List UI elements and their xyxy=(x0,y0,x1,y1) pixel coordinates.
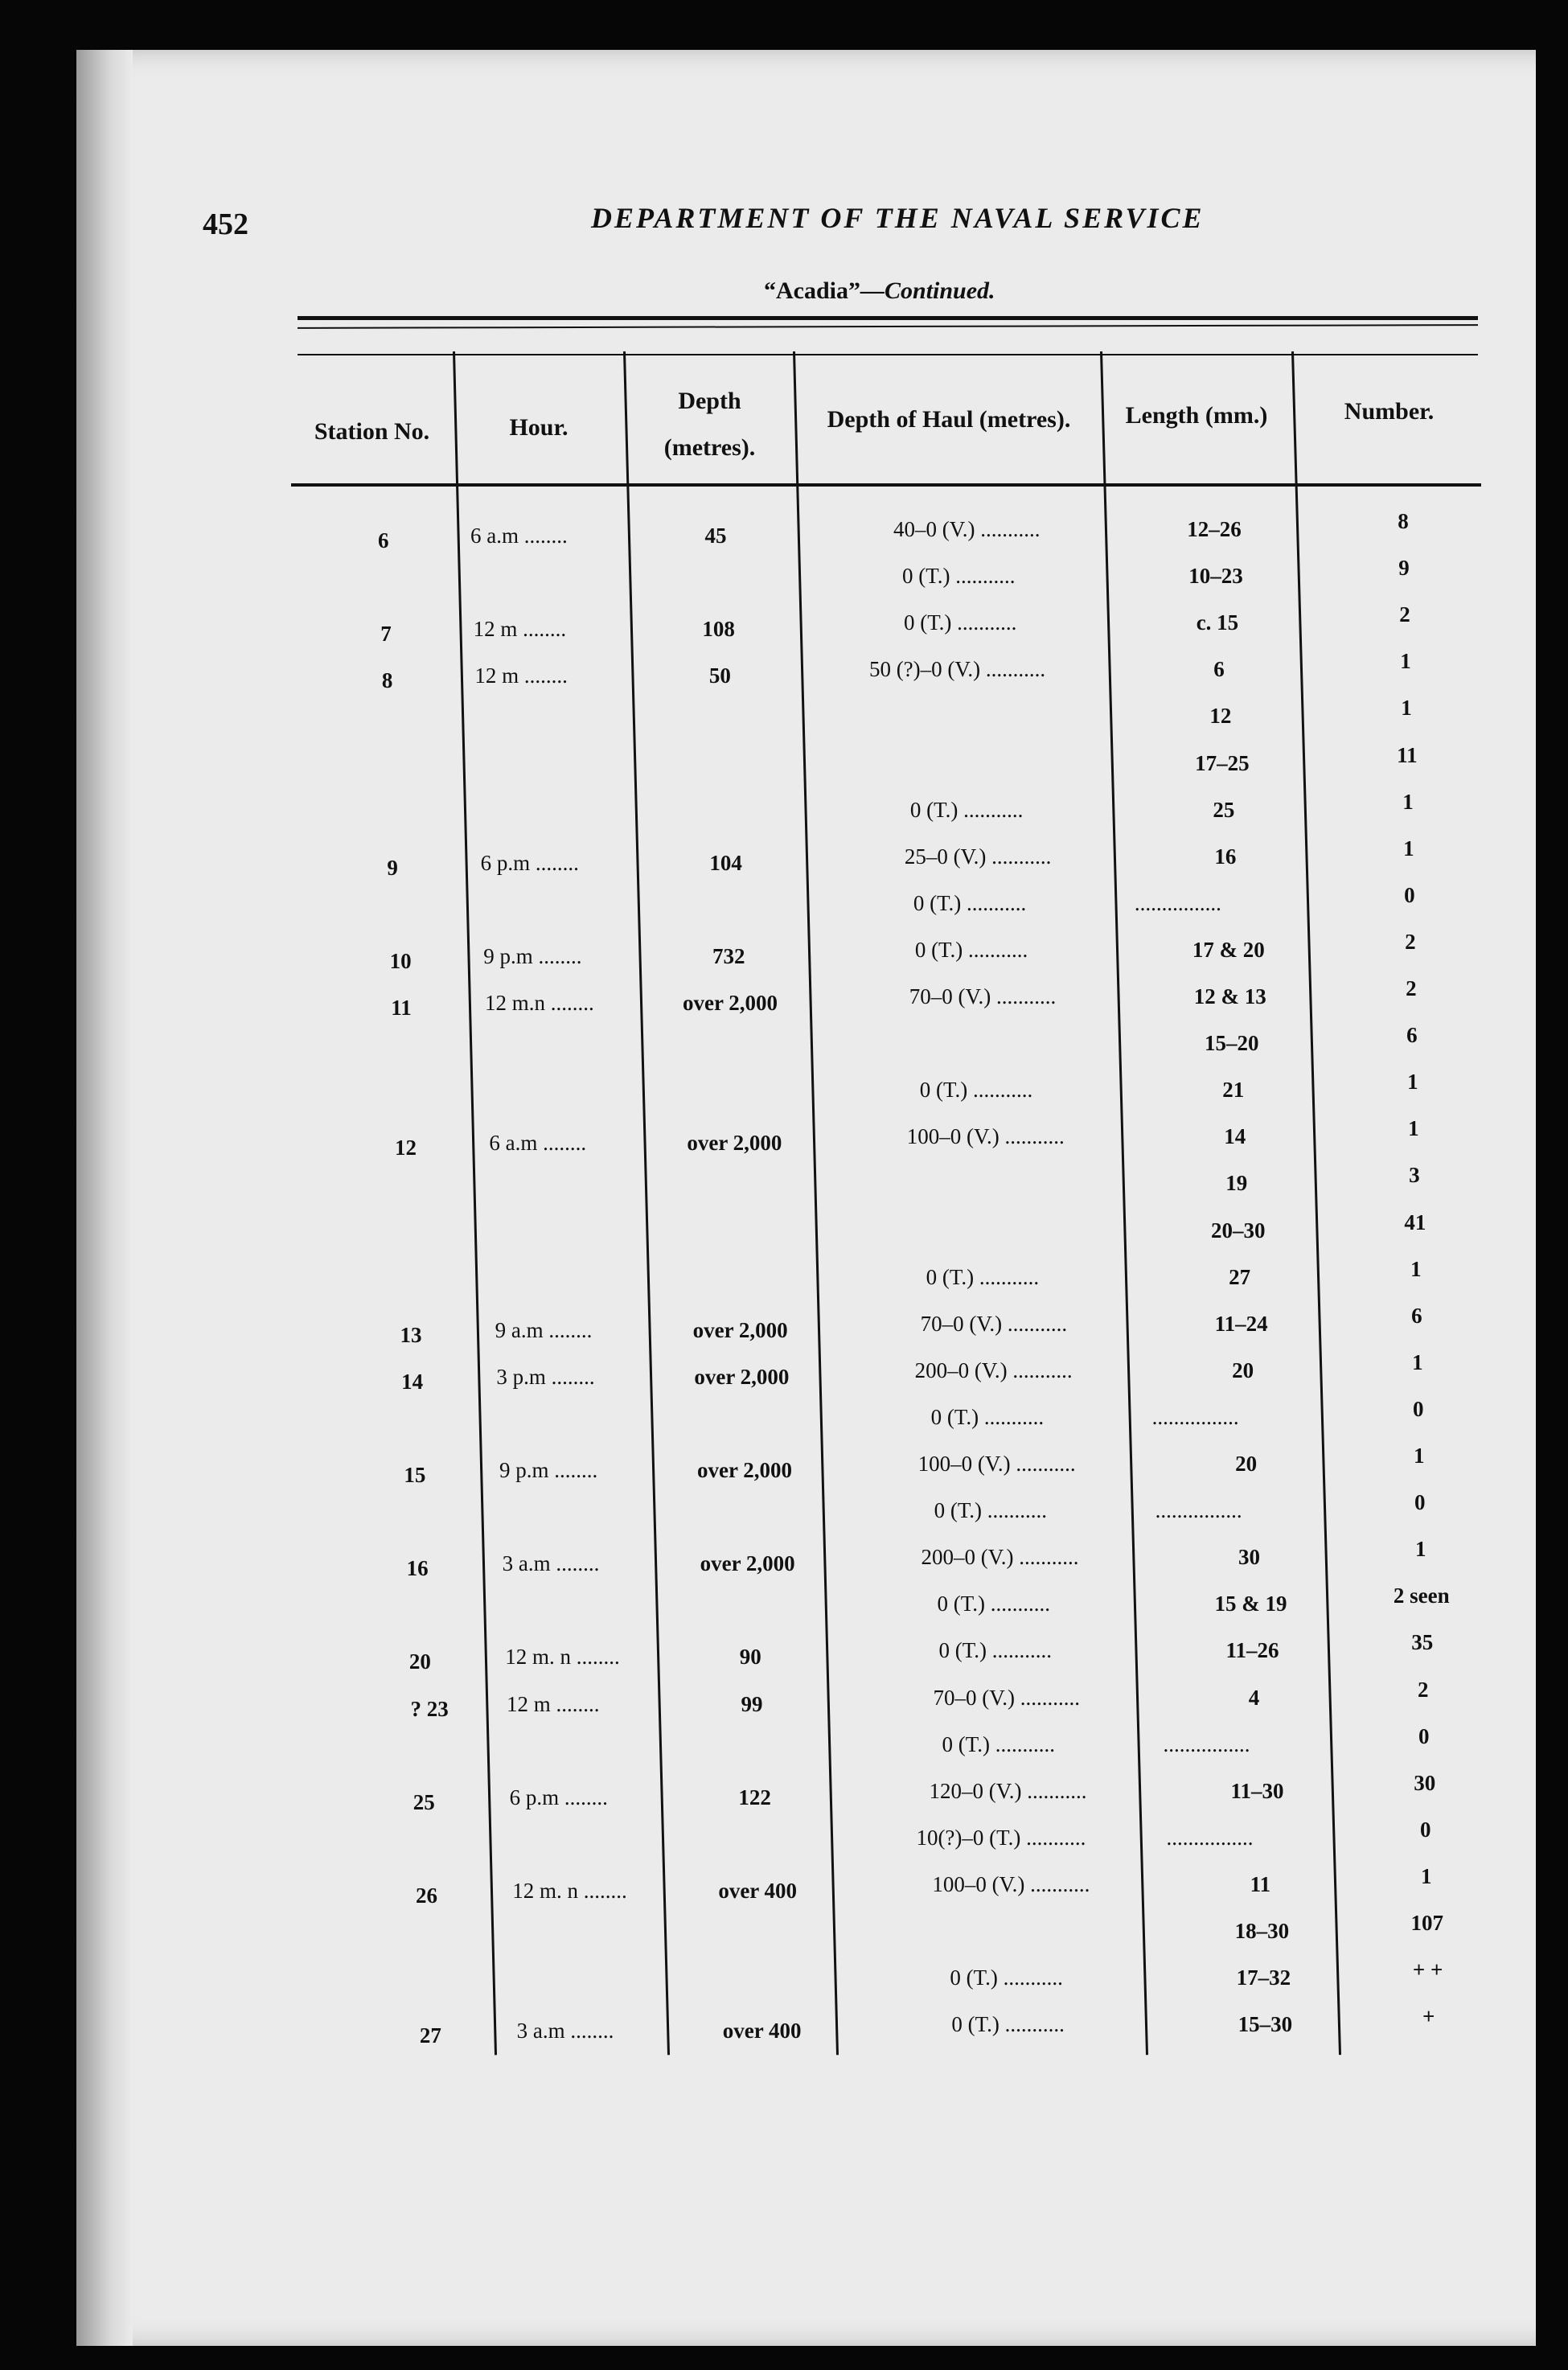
station-no: 12 xyxy=(395,1136,417,1160)
depth-of-haul: 40–0 (V.) ........... xyxy=(893,517,1041,541)
length-mm: 15–30 xyxy=(1238,2012,1293,2037)
hour: 6 a.m ........ xyxy=(489,1131,587,1156)
table-top-rule-thin xyxy=(298,324,1478,329)
depth-of-haul: 100–0 (V.) ........... xyxy=(932,1871,1090,1896)
length-mm: 17–32 xyxy=(1236,1965,1291,1990)
number: 1 xyxy=(1412,1349,1423,1374)
length-mm: 14 xyxy=(1224,1124,1246,1149)
depth-of-haul: 0 (T.) ........... xyxy=(909,797,1024,822)
table-top-rule xyxy=(298,316,1478,320)
hour: 12 m.n ........ xyxy=(485,991,594,1015)
depth: over 2,000 xyxy=(694,1364,790,1389)
length-mm: 12 xyxy=(1209,704,1232,729)
length-mm: c. 15 xyxy=(1196,610,1239,635)
depth-of-haul: 70–0 (V.) ........... xyxy=(933,1685,1081,1710)
depth-of-haul: 0 (T.) ........... xyxy=(938,1638,1052,1663)
length-mm: 10–23 xyxy=(1188,564,1243,589)
number: 3 xyxy=(1409,1163,1420,1188)
hour: 3 a.m ........ xyxy=(502,1551,600,1576)
depth-of-haul: 0 (T.) ........... xyxy=(926,1264,1040,1289)
number: 1 xyxy=(1414,1444,1425,1468)
length-mm: 20 xyxy=(1232,1358,1254,1382)
number: 8 xyxy=(1398,509,1409,533)
depth: over 2,000 xyxy=(687,1131,782,1156)
depth-of-haul: 0 (T.) ........... xyxy=(937,1592,1051,1616)
length-mm: 12–26 xyxy=(1187,517,1242,541)
depth-of-haul: 0 (T.) ........... xyxy=(930,1404,1045,1429)
number: 1 xyxy=(1407,1070,1418,1095)
hour: 6 p.m ........ xyxy=(480,850,579,875)
depth: over 400 xyxy=(722,2019,802,2043)
depth-of-haul: 10(?)–0 (T.) ........... xyxy=(916,1825,1086,1850)
column-header-depth-line2: (metres). xyxy=(663,434,756,461)
number: 1 xyxy=(1400,649,1411,674)
depth-of-haul: 100–0 (V.) ........... xyxy=(906,1124,1065,1149)
station-no: 14 xyxy=(401,1369,424,1394)
number: 2 xyxy=(1399,602,1410,627)
length-mm: ................ xyxy=(1155,1498,1242,1523)
number: + + xyxy=(1412,1957,1443,1982)
number: 11 xyxy=(1397,742,1418,767)
column-header-hour: Hour. xyxy=(509,414,569,441)
depth-of-haul: 50 (?)–0 (V.) ........... xyxy=(868,657,1046,682)
depth-of-haul: 70–0 (V.) ........... xyxy=(909,984,1057,1008)
length-mm: 11–30 xyxy=(1230,1778,1284,1803)
depth: 108 xyxy=(702,617,735,642)
number: 107 xyxy=(1410,1911,1443,1935)
depth: 50 xyxy=(708,663,731,688)
length-mm: 17 & 20 xyxy=(1192,937,1265,962)
number: 2 xyxy=(1406,976,1417,1000)
column-header-station: Station No. xyxy=(314,418,430,445)
hour: 3 p.m ........ xyxy=(496,1364,595,1389)
length-mm: 17–25 xyxy=(1195,750,1250,775)
hour: 9 p.m ........ xyxy=(499,1458,598,1482)
station-no: 25 xyxy=(413,1789,435,1814)
column-divider xyxy=(623,351,670,2055)
number: 1 xyxy=(1401,696,1412,721)
length-mm: ................ xyxy=(1166,1825,1254,1850)
hour: 12 m ........ xyxy=(474,663,568,688)
depth-of-haul: 0 (T.) ........... xyxy=(950,1965,1063,1990)
number: 30 xyxy=(1414,1770,1436,1795)
length-mm: ................ xyxy=(1151,1404,1239,1429)
hour: 9 a.m ........ xyxy=(495,1317,593,1342)
number: 1 xyxy=(1408,1116,1419,1141)
number: 0 xyxy=(1404,882,1415,907)
page-number: 452 xyxy=(203,207,248,241)
station-no: 26 xyxy=(415,1883,437,1908)
depth-of-haul: 0 (T.) ........... xyxy=(942,1731,1055,1756)
length-mm: 11–24 xyxy=(1214,1311,1268,1336)
depth: over 2,000 xyxy=(700,1551,795,1576)
depth-of-haul: 0 (T.) ........... xyxy=(914,937,1028,962)
station-no: 10 xyxy=(389,948,412,973)
subhead-name: “Acadia” xyxy=(764,277,860,304)
column-header-depth: Depth xyxy=(678,388,741,414)
column-header-haul: Depth of Haul (metres). xyxy=(827,406,1071,433)
number: 1 xyxy=(1415,1537,1426,1562)
length-mm: 21 xyxy=(1222,1078,1245,1103)
subhead-suffix: —Continued. xyxy=(860,277,995,304)
station-no: 8 xyxy=(381,668,393,693)
station-no: 16 xyxy=(406,1556,429,1581)
depth-of-haul: 200–0 (V.) ........... xyxy=(914,1358,1073,1382)
length-mm: 15 & 19 xyxy=(1214,1592,1287,1616)
depth: 122 xyxy=(738,1785,771,1809)
number: 6 xyxy=(1406,1023,1418,1048)
station-no: 7 xyxy=(380,622,392,647)
hour: 12 m. n ........ xyxy=(512,1878,627,1903)
length-mm: 11 xyxy=(1250,1871,1271,1896)
column-divider xyxy=(1100,351,1148,2055)
depth-of-haul: 200–0 (V.) ........... xyxy=(921,1545,1079,1570)
length-mm: 6 xyxy=(1213,657,1225,682)
depth: 45 xyxy=(704,524,727,548)
number: + xyxy=(1422,2004,1435,2029)
number: 9 xyxy=(1398,556,1410,581)
length-mm: 25 xyxy=(1213,797,1235,822)
depth-of-haul: 100–0 (V.) ........... xyxy=(917,1452,1076,1476)
depth-of-haul: 0 (T.) ........... xyxy=(934,1498,1048,1523)
length-mm: 4 xyxy=(1248,1685,1260,1710)
running-head: DEPARTMENT OF THE NAVAL SERVICE xyxy=(591,202,1205,234)
length-mm: 16 xyxy=(1214,844,1237,869)
hour: 6 a.m ........ xyxy=(470,524,568,548)
length-mm: ................ xyxy=(1163,1731,1250,1756)
hour: 9 p.m ........ xyxy=(483,943,582,968)
number: 1 xyxy=(1410,1256,1422,1281)
number: 0 xyxy=(1418,1723,1430,1748)
depth: over 400 xyxy=(718,1878,798,1903)
length-mm: 30 xyxy=(1238,1545,1261,1570)
station-no: 11 xyxy=(391,996,412,1020)
length-mm: ................ xyxy=(1134,890,1221,915)
number: 41 xyxy=(1404,1210,1426,1234)
length-mm: 27 xyxy=(1229,1264,1251,1289)
length-mm: 20 xyxy=(1235,1452,1258,1476)
hour: 12 m ........ xyxy=(507,1691,600,1716)
hour: 12 m ........ xyxy=(473,617,567,642)
depth-of-haul: 0 (T.) ........... xyxy=(951,2012,1065,2037)
station-no: 13 xyxy=(400,1322,422,1347)
column-header-length: Length (mm.) xyxy=(1125,402,1268,429)
length-mm: 19 xyxy=(1225,1171,1248,1196)
depth-of-haul: 120–0 (V.) ........... xyxy=(929,1778,1087,1803)
station-no: 20 xyxy=(408,1649,431,1674)
column-divider xyxy=(453,351,497,2055)
depth-of-haul: 0 (T.) ........... xyxy=(919,1078,1033,1103)
number: 0 xyxy=(1413,1396,1424,1421)
length-mm: 11–26 xyxy=(1225,1638,1279,1663)
station-no: 15 xyxy=(404,1463,426,1487)
depth: over 2,000 xyxy=(697,1458,792,1482)
depth-of-haul: 0 (T.) ........... xyxy=(901,564,1016,589)
hour: 12 m. n ........ xyxy=(505,1645,620,1670)
number: 0 xyxy=(1419,1817,1431,1842)
depth-of-haul: 0 (T.) ........... xyxy=(903,610,1017,635)
station-no: 9 xyxy=(387,855,398,880)
number: 1 xyxy=(1420,1863,1432,1888)
depth-of-haul: 70–0 (V.) ........... xyxy=(920,1311,1068,1336)
hour: 3 a.m ........ xyxy=(516,2019,614,2043)
number: 2 xyxy=(1405,929,1416,954)
station-no: 6 xyxy=(378,528,389,552)
hour: 6 p.m ........ xyxy=(509,1785,608,1809)
depth: over 2,000 xyxy=(683,991,778,1015)
number: 1 xyxy=(1402,789,1414,814)
column-header-number: Number. xyxy=(1344,398,1435,425)
depth: over 2,000 xyxy=(692,1317,788,1342)
depth: 90 xyxy=(739,1645,761,1670)
station-no: 27 xyxy=(419,2023,441,2048)
table-top-rule-thin2 xyxy=(298,354,1478,355)
station-no: ? 23 xyxy=(410,1696,449,1721)
length-mm: 15–20 xyxy=(1205,1031,1259,1056)
number: 0 xyxy=(1414,1490,1426,1515)
length-mm: 18–30 xyxy=(1234,1919,1290,1943)
table-header-rule xyxy=(291,483,1481,487)
number: 2 seen xyxy=(1393,1583,1450,1608)
depth: 104 xyxy=(709,850,742,875)
length-mm: 12 & 13 xyxy=(1193,984,1266,1008)
length-mm: 20–30 xyxy=(1210,1218,1266,1243)
depth-of-haul: 25–0 (V.) ........... xyxy=(904,844,1052,869)
number: 1 xyxy=(1403,836,1414,861)
depth-of-haul: 0 (T.) ........... xyxy=(913,890,1027,915)
number: 2 xyxy=(1418,1677,1429,1702)
depth: 99 xyxy=(741,1691,763,1716)
depth: 732 xyxy=(712,943,745,968)
number: 35 xyxy=(1411,1630,1434,1655)
number: 6 xyxy=(1411,1303,1422,1328)
